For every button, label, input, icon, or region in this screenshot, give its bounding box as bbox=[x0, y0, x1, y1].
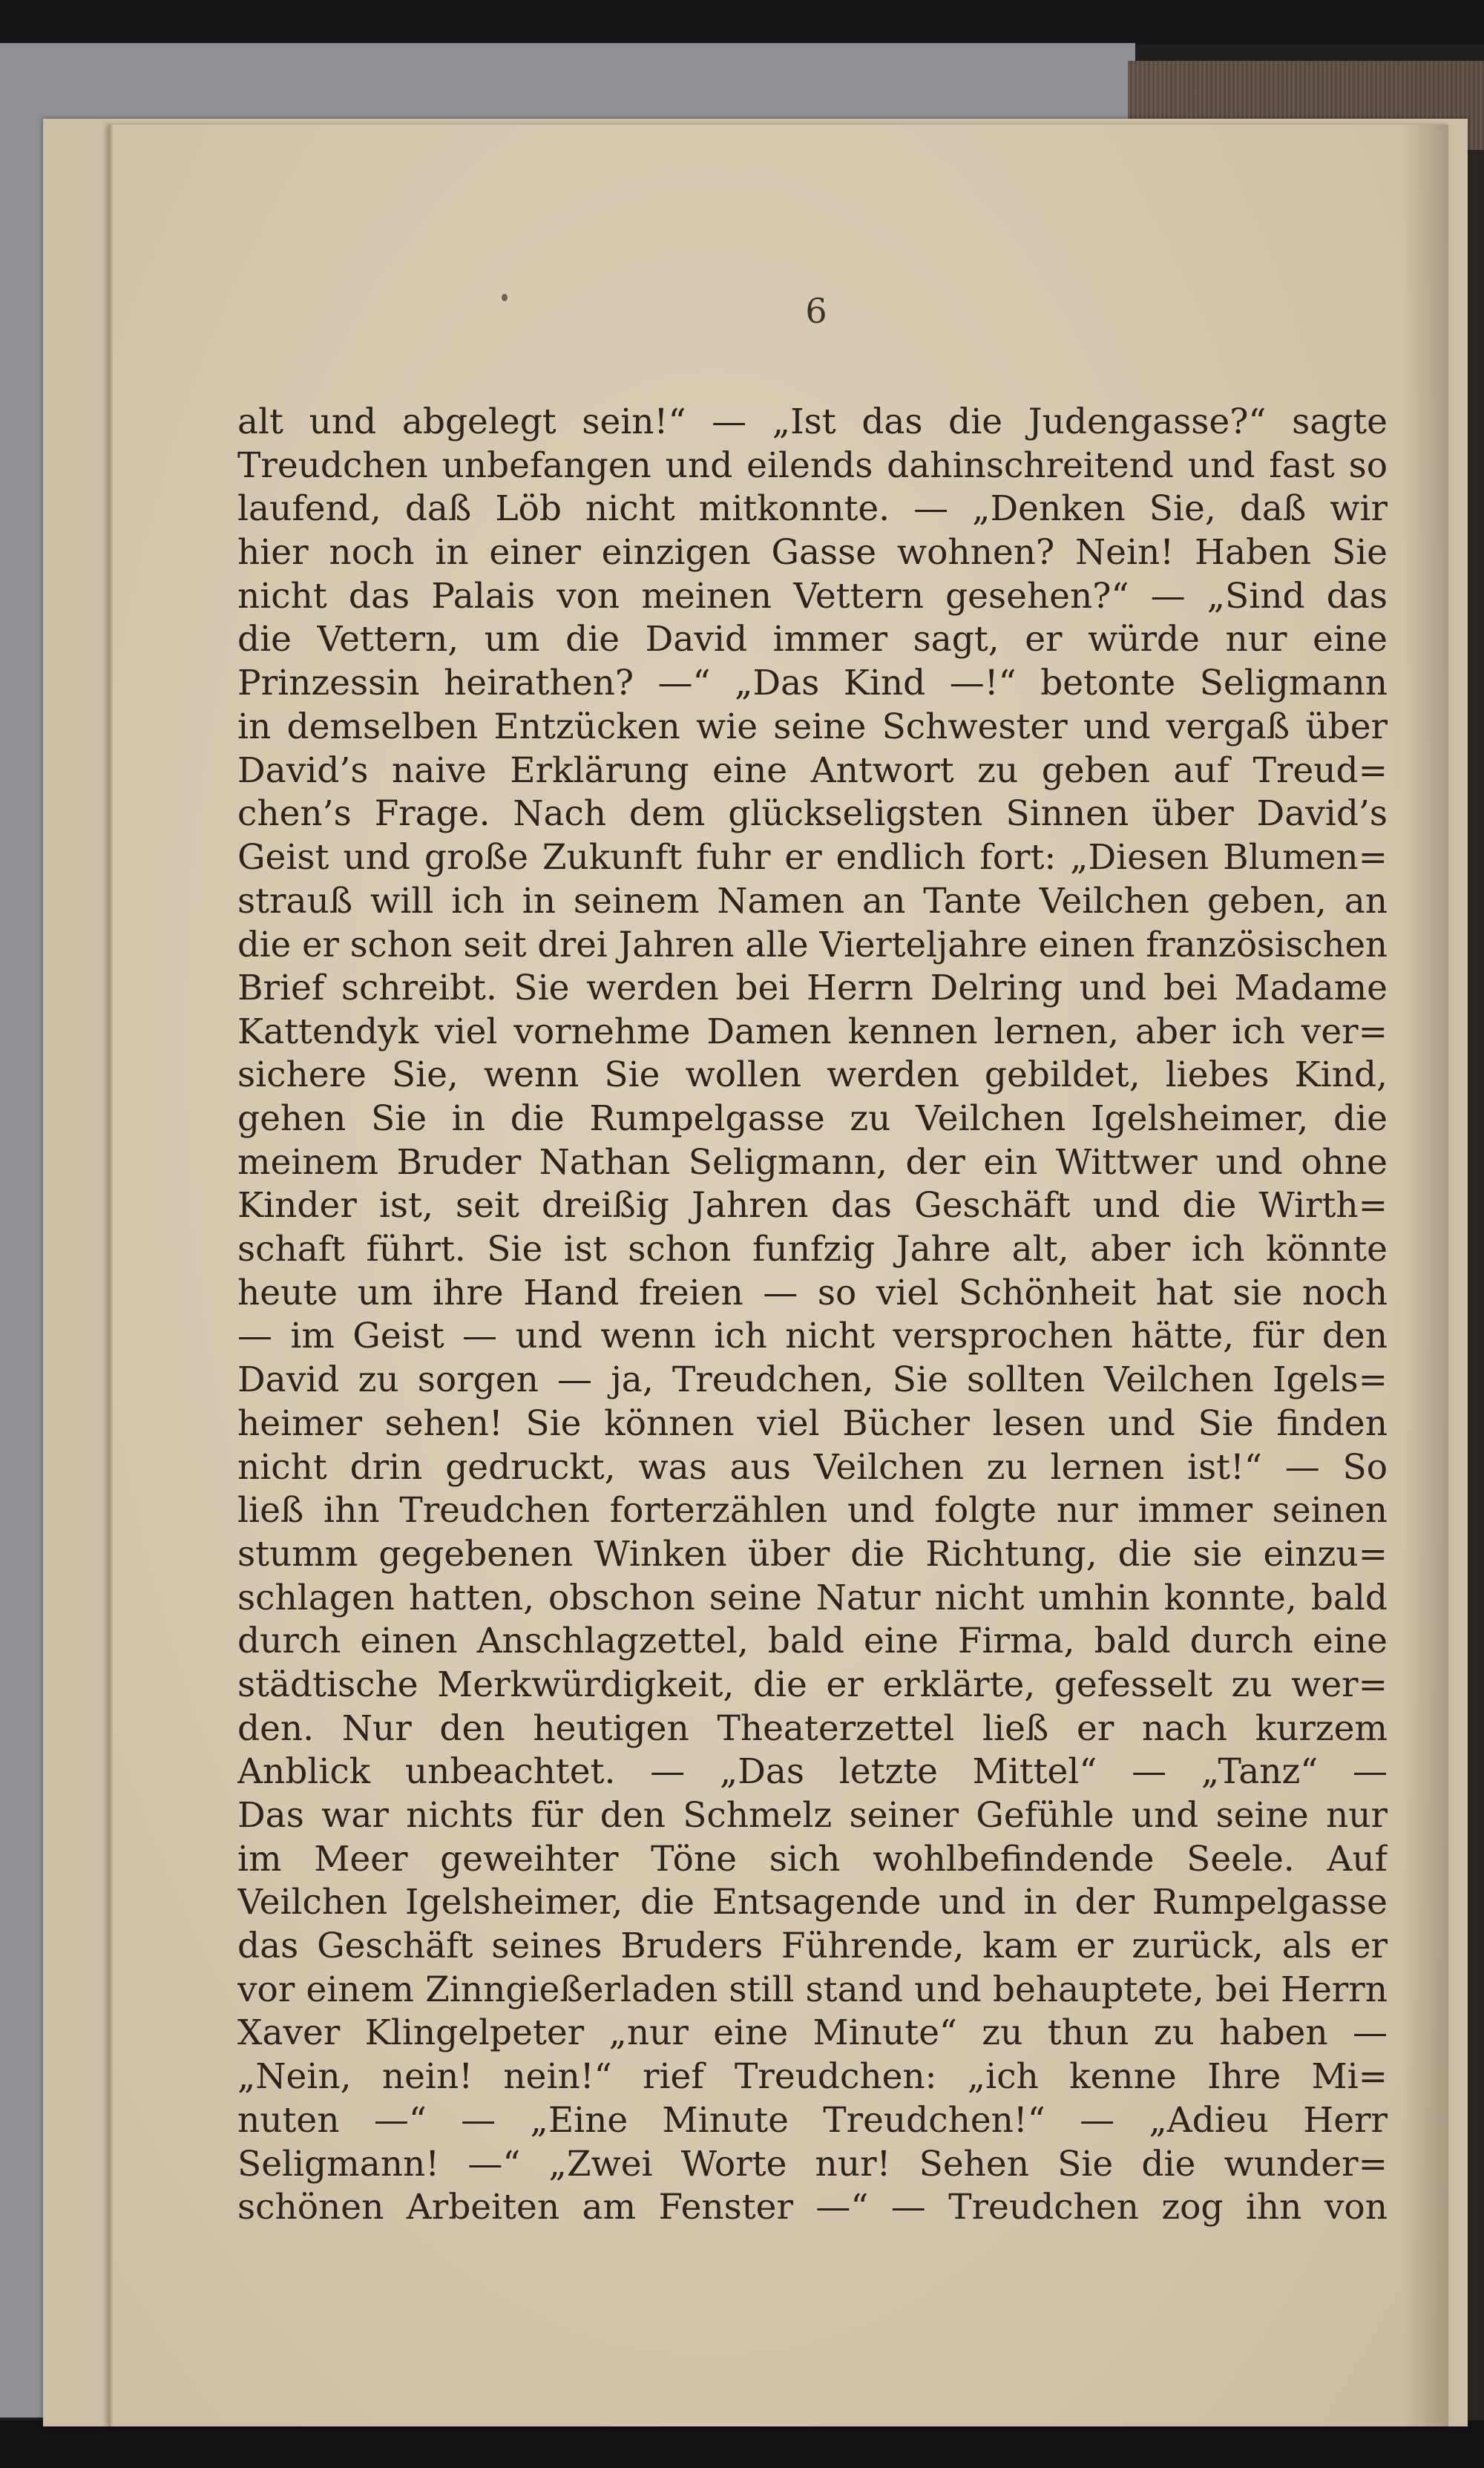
text-line: nicht drin gedruckt, was aus Veilchen zu lernen ist!“ — So bbox=[237, 1446, 1388, 1488]
text-line: schaft führt. Sie ist schon funfzig Jahre alt, aber ich könnte bbox=[237, 1229, 1388, 1270]
text-line: Das war nichts für den Schmelz seiner Gefühle und seine nur bbox=[237, 1795, 1388, 1836]
text-line: ließ ihn Treudchen forterzählen und folgte nur immer seinen bbox=[237, 1490, 1388, 1532]
text-line: Anblick unbeachtet. — „Das letzte Mittel“ — „Tanz“ — bbox=[237, 1751, 1388, 1793]
text-line: Kattendyk viel vornehme Damen kennen lernen, aber ich ver= bbox=[237, 1011, 1388, 1052]
text-line: meinem Bruder Nathan Seligmann, der ein Wittwer und ohne bbox=[237, 1141, 1388, 1183]
text-line: den. Nur den heutigen Theaterzettel ließ er nach kurzem bbox=[237, 1707, 1388, 1749]
body-text bbox=[237, 401, 1388, 2230]
text-line: Xaver Klingelpeter „nur eine Minute“ zu thun zu haben — bbox=[237, 2012, 1388, 2054]
page-number: 6 bbox=[805, 291, 827, 331]
text-line: Kinder ist, seit dreißig Jahren das Geschäft und die Wirth= bbox=[237, 1185, 1388, 1227]
text-line: gehen Sie in die Rumpelgasse zu Veilchen Igelsheimer, die bbox=[237, 1098, 1388, 1139]
text-line: hier noch in einer einzigen Gasse wohnen? Nein! Haben Sie bbox=[237, 532, 1388, 574]
text-line: David zu sorgen — ja, Treudchen, Sie sollten Veilchen Igels= bbox=[237, 1359, 1388, 1401]
text-line: Treudchen unbefangen und eilends dahinschreitend und fast so bbox=[237, 444, 1388, 486]
page-gutter bbox=[108, 125, 113, 2426]
text-line: vor einem Zinngießerladen still stand und behauptete, bei Herrn bbox=[237, 1969, 1388, 2010]
text-line: durch einen Anschlagzettel, bald eine Firma, bald durch eine bbox=[237, 1621, 1388, 1662]
text-line: die Vettern, um die David immer sagt, er würde nur eine bbox=[237, 619, 1388, 660]
text-line: Geist und große Zukunft fuhr er endlich fort: „Diesen Blumen= bbox=[237, 836, 1388, 878]
text-line: das Geschäft seines Bruders Führende, kam er zurück, als er bbox=[237, 1926, 1388, 1967]
text-line: alt und abgelegt sein!“ — „Ist das die Judengasse?“ sagte bbox=[237, 401, 1388, 442]
text-line: im Meer geweihter Töne sich wohlbefindende Seele. Auf bbox=[237, 1838, 1388, 1880]
text-line: strauß will ich in seinem Namen an Tante Veilchen geben, an bbox=[237, 880, 1388, 922]
text-line: städtische Merkwürdigkeit, die er erklärte, gefesselt zu wer= bbox=[237, 1664, 1388, 1705]
text-line: Prinzessin heirathen? —“ „Das Kind —!“ betonte Seligmann bbox=[237, 663, 1388, 704]
text-line: schlagen hatten, obschon seine Natur nicht umhin konnte, bald bbox=[237, 1577, 1388, 1618]
text-line: heimer sehen! Sie können viel Bücher lesen und Sie finden bbox=[237, 1402, 1388, 1444]
text-line: heute um ihre Hand freien — so viel Schönheit hat sie noch bbox=[237, 1272, 1388, 1313]
text-line: in demselben Entzücken wie seine Schwester und vergaß über bbox=[237, 706, 1388, 747]
text-line: chen’s Frage. Nach dem glückseligsten Sinnen über David’s bbox=[237, 793, 1388, 835]
text-line: — im Geist — und wenn ich nicht versprochen hätte, für den bbox=[237, 1316, 1388, 1357]
text-line: David’s naive Erklärung eine Antwort zu geben auf Treud= bbox=[237, 749, 1388, 791]
text-line: die er schon seit drei Jahren alle Vierteljahre einen französischen bbox=[237, 925, 1388, 965]
text-line: „Nein, nein! nein!“ rief Treudchen: „ich kenne Ihre Mi= bbox=[237, 2056, 1388, 2098]
text-line: schönen Arbeiten am Fenster —“ — Treudchen zog ihn von bbox=[237, 2187, 1388, 2228]
text-line: stumm gegebenen Winken über die Richtung, die sie einzu= bbox=[237, 1533, 1388, 1575]
text-line: sichere Sie, wenn Sie wollen werden gebildet, liebes Kind, bbox=[237, 1054, 1388, 1096]
text-line: Veilchen Igelsheimer, die Entsagende und in der Rumpelgasse bbox=[237, 1882, 1388, 1923]
text-line: Seligmann! —“ „Zwei Worte nur! Sehen Sie die wunder= bbox=[237, 2143, 1388, 2185]
text-line: Brief schreibt. Sie werden bei Herrn Delring und bei Madame bbox=[237, 967, 1388, 1008]
text-line: nicht das Palais von meinen Vettern gesehen?“ — „Sind das bbox=[237, 575, 1388, 617]
scanner-top-edge bbox=[0, 0, 1484, 45]
page-edge-shadow bbox=[1402, 125, 1448, 2426]
paper-speck bbox=[502, 294, 508, 301]
text-line: laufend, daß Löb nicht mitkonnte. — „Denken Sie, daß wir bbox=[237, 488, 1388, 530]
scanner-bottom-edge bbox=[0, 2421, 1484, 2468]
text-line: nuten —“ — „Eine Minute Treudchen!“ — „Adieu Herr bbox=[237, 2099, 1388, 2141]
